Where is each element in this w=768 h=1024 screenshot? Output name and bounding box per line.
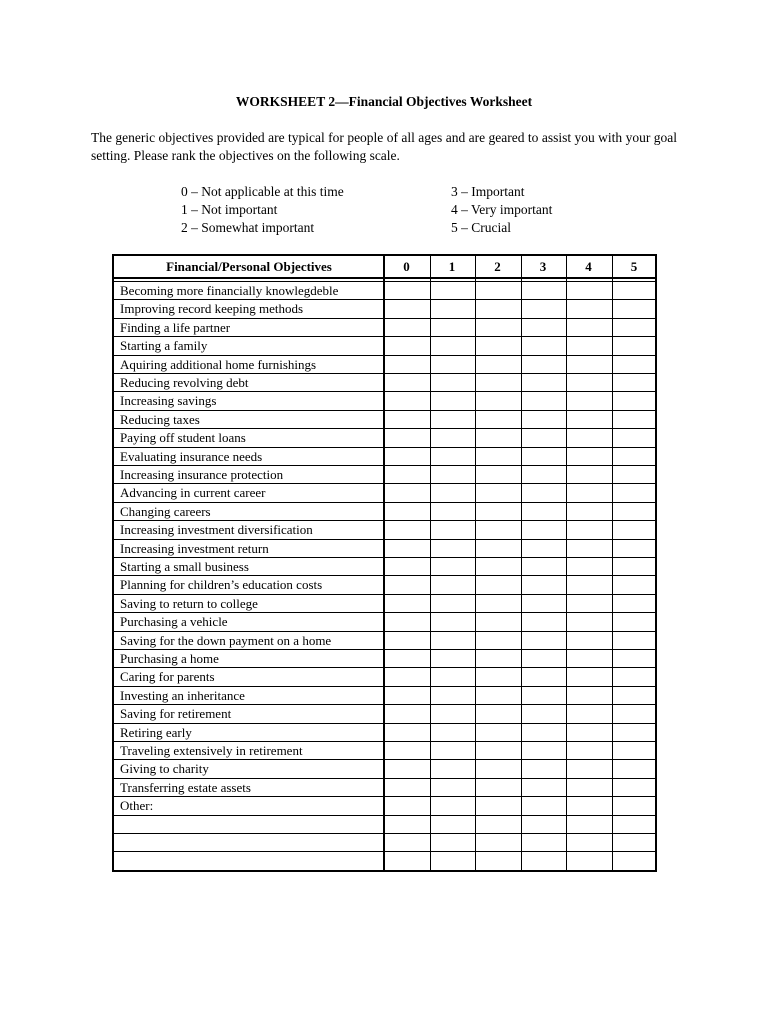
rank-cell-0[interactable]	[385, 779, 430, 796]
rank-cell-2[interactable]	[476, 392, 521, 409]
rank-cell-4[interactable]	[567, 521, 612, 538]
scale-item-2: 2 – Somewhat important	[181, 220, 315, 235]
rank-cell-4[interactable]	[567, 319, 612, 336]
rank-cell-2[interactable]	[476, 650, 521, 667]
rank-cell-4[interactable]	[567, 576, 612, 593]
rank-cell-3[interactable]	[522, 797, 567, 814]
rank-cell-0[interactable]	[385, 411, 430, 428]
rank-cell-4[interactable]	[567, 411, 612, 428]
objective-label: Reducing taxes	[120, 411, 200, 427]
rank-cell-3[interactable]	[522, 687, 567, 704]
rank-cell-3[interactable]	[522, 779, 567, 796]
rank-cell-2[interactable]	[476, 540, 521, 557]
rank-cell-4[interactable]	[567, 540, 612, 557]
rank-cell-1[interactable]	[431, 300, 476, 317]
rank-cell-1[interactable]	[431, 576, 476, 593]
rank-cell-3[interactable]	[522, 521, 567, 538]
rank-cell-1[interactable]	[431, 852, 476, 870]
rank-cell-2[interactable]	[476, 613, 521, 630]
rank-cell-4[interactable]	[567, 668, 612, 685]
rank-cell-4[interactable]	[567, 282, 612, 299]
rank-cell-0[interactable]	[385, 337, 430, 354]
rank-cell-4[interactable]	[567, 448, 612, 465]
rank-cell-3[interactable]	[522, 613, 567, 630]
rank-cell-2[interactable]	[476, 724, 521, 741]
rank-cell-5[interactable]	[613, 834, 658, 851]
objective-label: Starting a family	[120, 338, 208, 354]
column-divider	[612, 256, 613, 870]
rank-cell-2[interactable]	[476, 632, 521, 649]
rank-cell-5[interactable]	[613, 374, 658, 391]
rank-cell-1[interactable]	[431, 632, 476, 649]
rank-cell-4[interactable]	[567, 650, 612, 667]
rank-cell-0[interactable]	[385, 374, 430, 391]
scale-legend-right	[451, 183, 552, 237]
rank-cell-0[interactable]	[385, 484, 430, 501]
column-divider	[521, 256, 522, 870]
objective-label: Increasing insurance protection	[120, 467, 284, 482]
rank-cell-3[interactable]	[522, 337, 567, 354]
objective-label: Planning for children’s education costs	[120, 577, 323, 593]
rank-cell-3[interactable]	[522, 852, 567, 870]
scale-item-4: 4 – Very important	[451, 202, 553, 217]
rank-column-header-2: 2	[494, 259, 501, 274]
rank-cell-0[interactable]	[385, 576, 430, 593]
rank-cell-1[interactable]	[431, 705, 476, 722]
column-divider	[475, 256, 476, 870]
rank-cell-1[interactable]	[431, 484, 476, 501]
rank-cell-4[interactable]	[567, 632, 612, 649]
rank-cell-1[interactable]	[431, 834, 476, 851]
rank-cell-3[interactable]	[522, 595, 567, 612]
rank-cell-4[interactable]	[567, 779, 612, 796]
rank-cell-5[interactable]	[613, 576, 658, 593]
rank-cell-2[interactable]	[476, 779, 521, 796]
rank-cell-0[interactable]	[385, 760, 430, 777]
rank-cell-2[interactable]	[476, 484, 521, 501]
rank-cell-0[interactable]	[385, 705, 430, 722]
rank-cell-4[interactable]	[567, 852, 612, 870]
rank-cell-0[interactable]	[385, 319, 430, 336]
rank-cell-1[interactable]	[431, 337, 476, 354]
rank-cell-0[interactable]	[385, 852, 430, 870]
rank-cell-4[interactable]	[567, 356, 612, 373]
rank-cell-0[interactable]	[385, 816, 430, 833]
scale-item-5: 5 – Crucial	[451, 220, 511, 235]
rank-cell-2[interactable]	[476, 576, 521, 593]
objective-label: Caring for parents	[120, 669, 215, 685]
rank-cell-0[interactable]	[385, 632, 430, 649]
rank-cell-4[interactable]	[567, 687, 612, 704]
rank-cell-4[interactable]	[567, 760, 612, 777]
rank-cell-4[interactable]	[567, 558, 612, 575]
rank-cell-0[interactable]	[385, 503, 430, 520]
rank-cell-1[interactable]	[431, 558, 476, 575]
objectives-table	[112, 254, 657, 872]
objective-label: Increasing investment return	[120, 540, 269, 556]
rank-cell-4[interactable]	[567, 392, 612, 409]
rank-cell-1[interactable]	[431, 429, 476, 446]
rank-cell-1[interactable]	[431, 742, 476, 759]
rank-cell-0[interactable]	[385, 356, 430, 373]
objective-label: Increasing savings	[120, 393, 217, 409]
rank-cell-5[interactable]	[613, 282, 658, 299]
rank-cell-3[interactable]	[522, 540, 567, 557]
rank-cell-5[interactable]	[613, 668, 658, 685]
rank-cell-0[interactable]	[385, 540, 430, 557]
column-divider	[383, 256, 385, 870]
rank-cell-5[interactable]	[613, 760, 658, 777]
rank-column-header-4: 4	[585, 259, 592, 274]
rank-cell-2[interactable]	[476, 760, 521, 777]
rank-cell-5[interactable]	[613, 650, 658, 667]
rank-cell-4[interactable]	[567, 724, 612, 741]
rank-cell-4[interactable]	[567, 613, 612, 630]
rank-cell-5[interactable]	[613, 503, 658, 520]
rank-cell-2[interactable]	[476, 356, 521, 373]
objective-label: Reducing revolving debt	[120, 375, 249, 390]
rank-cell-4[interactable]	[567, 595, 612, 612]
scale-item-3: 3 – Important	[451, 184, 525, 199]
rank-cell-1[interactable]	[431, 466, 476, 483]
rank-cell-2[interactable]	[476, 300, 521, 317]
rank-cell-5[interactable]	[613, 484, 658, 501]
rank-cell-3[interactable]	[522, 503, 567, 520]
objective-label: Aquiring additional home furnishings	[120, 356, 317, 372]
rank-cell-4[interactable]	[567, 742, 612, 759]
objective-label: Becoming more financially knowlegdeble	[120, 283, 339, 298]
rank-cell-0[interactable]	[385, 650, 430, 667]
rank-cell-5[interactable]	[613, 687, 658, 704]
objective-label: Advancing in current career	[120, 485, 266, 501]
rank-cell-1[interactable]	[431, 724, 476, 741]
rank-cell-5[interactable]	[613, 300, 658, 317]
rank-cell-5[interactable]	[613, 319, 658, 336]
rank-column-header-5: 5	[630, 259, 638, 274]
rank-cell-1[interactable]	[431, 613, 476, 630]
rank-cell-1[interactable]	[431, 687, 476, 704]
column-divider	[566, 256, 567, 870]
rank-cell-4[interactable]	[567, 797, 612, 814]
rank-cell-3[interactable]	[522, 742, 567, 759]
rank-cell-0[interactable]	[385, 797, 430, 814]
rank-cell-2[interactable]	[476, 374, 521, 391]
objectives-column-header: Financial/Personal Objectives	[166, 259, 332, 274]
rank-cell-5[interactable]	[613, 448, 658, 465]
objective-label: Other:	[120, 798, 154, 814]
objective-label: Improving record keeping methods	[120, 301, 304, 317]
rank-cell-0[interactable]	[385, 595, 430, 612]
rank-cell-5[interactable]	[613, 724, 658, 741]
scale-item-0: 0 – Not applicable at this time	[181, 184, 344, 199]
scale-legend-left	[181, 183, 344, 237]
rank-cell-2[interactable]	[476, 429, 521, 446]
rank-cell-5[interactable]	[613, 392, 658, 409]
rank-cell-5[interactable]	[613, 356, 658, 373]
rank-cell-5[interactable]	[613, 595, 658, 612]
rank-cell-5[interactable]	[613, 558, 658, 575]
rank-cell-3[interactable]	[522, 429, 567, 446]
rank-cell-3[interactable]	[522, 356, 567, 373]
rank-cell-3[interactable]	[522, 650, 567, 667]
objective-label: Purchasing a home	[120, 651, 219, 666]
rank-cell-0[interactable]	[385, 521, 430, 538]
rank-cell-5[interactable]	[613, 337, 658, 354]
objective-label: Increasing investment diversification	[120, 522, 313, 538]
rank-cell-4[interactable]	[567, 429, 612, 446]
rank-cell-2[interactable]	[476, 521, 521, 538]
rank-cell-1[interactable]	[431, 521, 476, 538]
rank-cell-3[interactable]	[522, 816, 567, 833]
rank-cell-0[interactable]	[385, 429, 430, 446]
rank-cell-0[interactable]	[385, 742, 430, 759]
rank-cell-3[interactable]	[522, 705, 567, 722]
rank-cell-5[interactable]	[613, 852, 658, 870]
rank-cell-2[interactable]	[476, 282, 521, 299]
rank-cell-2[interactable]	[476, 797, 521, 814]
rank-cell-5[interactable]	[613, 411, 658, 428]
rank-cell-3[interactable]	[522, 558, 567, 575]
rank-cell-4[interactable]	[567, 834, 612, 851]
rank-cell-3[interactable]	[522, 466, 567, 483]
rank-column-header-3: 3	[539, 259, 547, 274]
objective-label: Saving for retirement	[120, 706, 232, 722]
rank-cell-0[interactable]	[385, 558, 430, 575]
rank-cell-0[interactable]	[385, 687, 430, 704]
rank-cell-2[interactable]	[476, 595, 521, 612]
rank-cell-1[interactable]	[431, 540, 476, 557]
rank-cell-3[interactable]	[522, 300, 567, 317]
rank-cell-1[interactable]	[431, 356, 476, 373]
objective-label: Starting a small business	[120, 559, 249, 574]
rank-cell-1[interactable]	[431, 816, 476, 833]
rank-cell-4[interactable]	[567, 466, 612, 483]
rank-cell-2[interactable]	[476, 742, 521, 759]
rank-cell-1[interactable]	[431, 374, 476, 391]
rank-cell-4[interactable]	[567, 300, 612, 317]
objective-label: Purchasing a vehicle	[120, 614, 228, 630]
rank-cell-4[interactable]	[567, 337, 612, 354]
rank-cell-5[interactable]	[613, 797, 658, 814]
rank-cell-3[interactable]	[522, 760, 567, 777]
objective-label: Changing careers	[120, 503, 211, 519]
objective-label: Transferring estate assets	[120, 779, 251, 795]
objective-label: Paying off student loans	[120, 430, 246, 446]
worksheet-title: WORKSHEET 2—Financial Objectives Worksheet	[235, 94, 533, 109]
rank-cell-0[interactable]	[385, 392, 430, 409]
objective-label: Evaluating insurance needs	[120, 448, 263, 464]
rank-cell-4[interactable]	[567, 816, 612, 833]
rank-cell-2[interactable]	[476, 558, 521, 575]
rank-cell-3[interactable]	[522, 411, 567, 428]
column-divider	[430, 256, 431, 870]
rank-cell-4[interactable]	[567, 705, 612, 722]
rank-cell-1[interactable]	[431, 503, 476, 520]
rank-cell-1[interactable]	[431, 319, 476, 336]
rank-cell-2[interactable]	[476, 503, 521, 520]
rank-cell-3[interactable]	[522, 448, 567, 465]
objective-label: Saving for the down payment on a home	[120, 632, 332, 648]
rank-cell-5[interactable]	[613, 816, 658, 833]
objective-label: Saving to return to college	[120, 595, 258, 611]
rank-cell-5[interactable]	[613, 521, 658, 538]
rank-cell-0[interactable]	[385, 448, 430, 465]
objective-label: Giving to charity	[120, 761, 209, 777]
rank-cell-0[interactable]	[385, 613, 430, 630]
rank-cell-5[interactable]	[613, 742, 658, 759]
rank-cell-3[interactable]	[522, 834, 567, 851]
rank-cell-5[interactable]	[613, 613, 658, 630]
rank-cell-2[interactable]	[476, 466, 521, 483]
rank-cell-3[interactable]	[522, 319, 567, 336]
scale-item-1: 1 – Not important	[181, 202, 278, 217]
objective-label: Traveling extensively in retirement	[120, 743, 303, 758]
rank-cell-2[interactable]	[476, 411, 521, 428]
rank-cell-3[interactable]	[522, 484, 567, 501]
rank-cell-2[interactable]	[476, 668, 521, 685]
rank-cell-1[interactable]	[431, 392, 476, 409]
rank-cell-0[interactable]	[385, 668, 430, 685]
rank-cell-2[interactable]	[476, 816, 521, 833]
rank-cell-5[interactable]	[613, 540, 658, 557]
rank-cell-3[interactable]	[522, 668, 567, 685]
rank-cell-5[interactable]	[613, 632, 658, 649]
rank-cell-2[interactable]	[476, 319, 521, 336]
rank-cell-2[interactable]	[476, 705, 521, 722]
rank-cell-4[interactable]	[567, 503, 612, 520]
rank-cell-2[interactable]	[476, 448, 521, 465]
rank-cell-1[interactable]	[431, 668, 476, 685]
rank-cell-1[interactable]	[431, 760, 476, 777]
rank-cell-2[interactable]	[476, 852, 521, 870]
rank-cell-1[interactable]	[431, 650, 476, 667]
objective-label: Finding a life partner	[120, 319, 231, 335]
rank-cell-0[interactable]	[385, 834, 430, 851]
rank-column-header-0: 0	[403, 259, 410, 274]
rank-cell-1[interactable]	[431, 779, 476, 796]
rank-cell-3[interactable]	[522, 392, 567, 409]
objective-label: Investing an inheritance	[120, 687, 245, 703]
rank-cell-2[interactable]	[476, 687, 521, 704]
rank-cell-0[interactable]	[385, 466, 430, 483]
objective-label: Retiring early	[120, 724, 192, 740]
rank-cell-3[interactable]	[522, 576, 567, 593]
rank-cell-3[interactable]	[522, 632, 567, 649]
rank-cell-3[interactable]	[522, 724, 567, 741]
rank-cell-0[interactable]	[385, 724, 430, 741]
rank-cell-2[interactable]	[476, 337, 521, 354]
rank-cell-5[interactable]	[613, 705, 658, 722]
rank-cell-1[interactable]	[431, 797, 476, 814]
rank-cell-1[interactable]	[431, 411, 476, 428]
rank-column-header-1: 1	[448, 259, 456, 274]
rank-cell-4[interactable]	[567, 484, 612, 501]
rank-cell-0[interactable]	[385, 300, 430, 317]
intro-paragraph: The generic objectives provided are typical for people of all ages and are geared to assist you with your goal setting. Please rank the objectives on the following scale.	[91, 130, 677, 163]
rank-cell-1[interactable]	[431, 282, 476, 299]
rank-cell-3[interactable]	[522, 282, 567, 299]
rank-cell-4[interactable]	[567, 374, 612, 391]
rank-cell-2[interactable]	[476, 834, 521, 851]
rank-cell-5[interactable]	[613, 466, 658, 483]
rank-cell-1[interactable]	[431, 448, 476, 465]
rank-cell-5[interactable]	[613, 429, 658, 446]
rank-cell-1[interactable]	[431, 595, 476, 612]
rank-cell-0[interactable]	[385, 282, 430, 299]
rank-cell-3[interactable]	[522, 374, 567, 391]
rank-cell-5[interactable]	[613, 779, 658, 796]
